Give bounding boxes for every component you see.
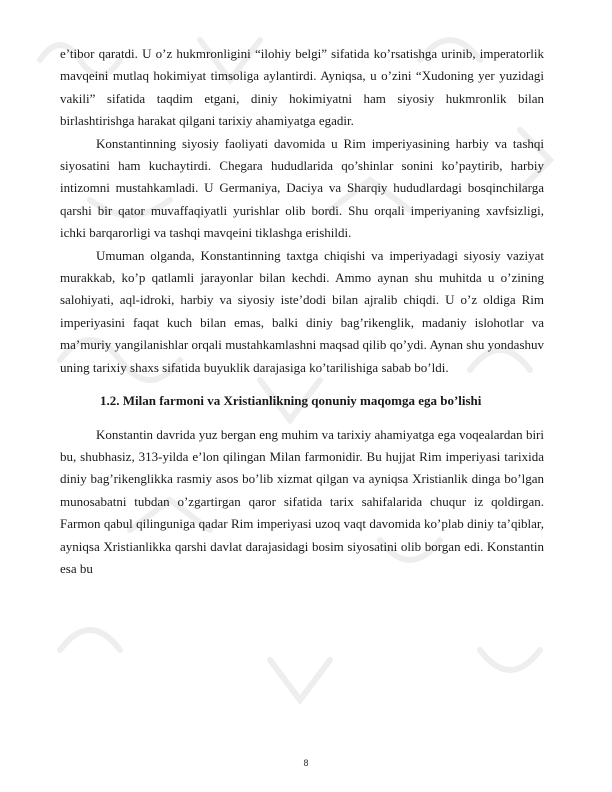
paragraph-military-policy: Konstantinning siyosiy faoliyati davomida u Rim imperiyasining harbiy va tashqi siyosatini ham kuchaytirdi. Chegara hududlarida qo’shinlar sonini ko’paytirib, harbiy intizomni mustahkamladi. U Germaniya, Daciya va Sharqiy hududlardagi bosqinchilarga qarshi bir qator muvaffaqiyatli yurishlar olib bordi. Shu orqali imperiyaning xavfsizligi, ichki barqarorligi va tashqi mavqeini tiklashga erishildi. <box>60 135 544 241</box>
heading-spacer <box>60 413 544 424</box>
section-heading: 1.2. Milan farmoni va Xristianlikning qonuniy maqomga ega bo’lishi <box>100 393 482 409</box>
paragraph-continuation: e’tibor qaratdi. U o’z hukmronligini “ilohiy belgi” sifatida ko’rsatishga urinib, imperatorlik mavqeini mutlaq hokimiyat timsoliga aylantirdi. Ayniqsa, u o’zini “Xudoning yer yuzidagi vakili” sifatida taqdim etgani, diniy hokimiyatni ham siyosiy hukmronlik bilan birlashtirishga harakat qilgani tarixiy ahamiyatga egadir. <box>60 46 544 129</box>
paragraph-summary: Umuman olganda, Konstantinning taxtga chiqishi va imperiyadagi siyosiy vaziyat murakkab, ko’p qatlamli jarayonlar bilan kechdi. Ammo aynan shu muhitda u o’zining salohiyati, aql-idroki, harbiy va siyosiy iste’dodi bilan ajralib chiqdi. U o’z oldiga Rim imperiyasini faqat kuch bilan emas, balki diniy bag’rikenglik, madaniy islohotlar va ma’muriy yangilanishlar orqali mustahkamlashni maqsad qilib qo’ydi. Aynan shu yondashuv uning tarixiy shaxs sifatida buyuklik darajasiga ko’tarilishiga sabab bo’ldi. <box>60 247 544 375</box>
page-number: 8 <box>303 758 309 768</box>
paragraph-milan-edict: Konstantin davrida yuz bergan eng muhim va tarixiy ahamiyatga ega voqealardan biri bu, shubhasiz, 313-yilda e’lon qilingan Milan farmonidir. Bu hujjat Rim imperiyasi tarixida diniy bag’rikenglikka rasmiy asos bo’lib xizmat qilgan va ayniqsa Xristianlik dinga bo’lgan munosabatni tubdan o’zgartirgan qaror sifatida tarix sahifalarida chuqur iz qoldirgan. Farmon qabul qilinguniga qadar Rim imperiyasi uzoq vaqt davomida ko’plab diniy ta’qiblar, ayniqsa Xristianlikka qarshi davlat darajasidagi bosim siyosatini olib borgan edi. Konstantin esa bu <box>60 426 544 576</box>
body-text <box>60 43 544 580</box>
